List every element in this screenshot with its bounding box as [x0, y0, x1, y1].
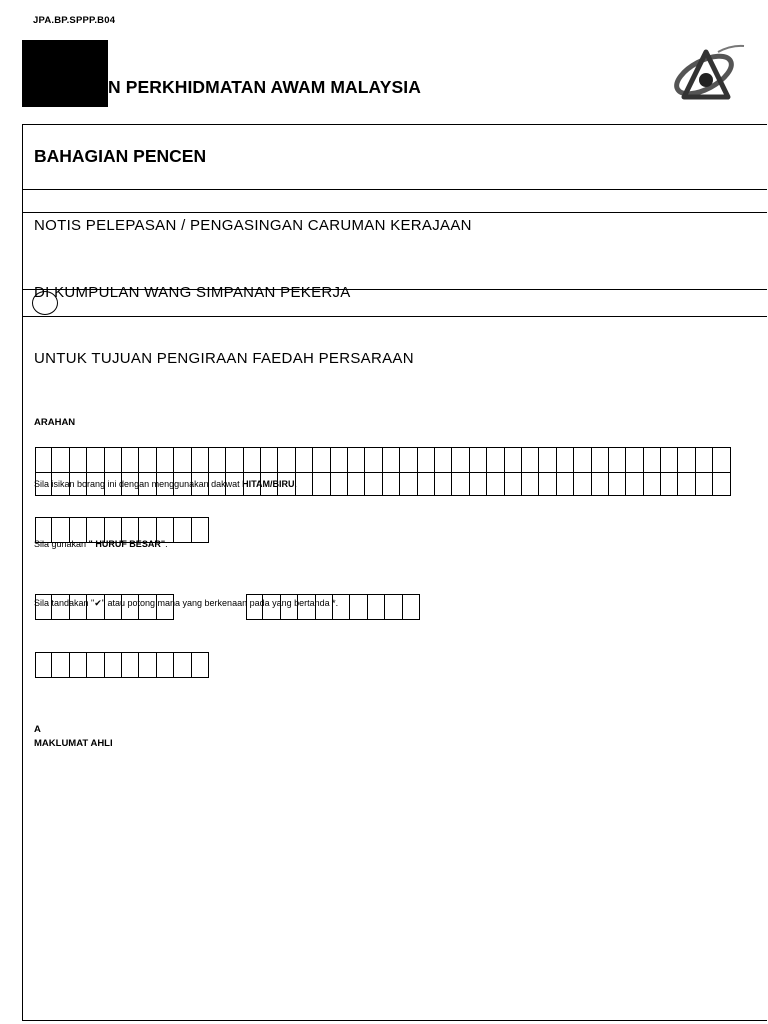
grid-cell[interactable] [192, 518, 209, 542]
form-code: JPA.BP.SPPP.B04 [33, 15, 116, 26]
grid-cell[interactable] [696, 471, 713, 495]
grid-cell[interactable] [470, 448, 487, 472]
part-letter: A [34, 724, 41, 735]
grid-cell[interactable] [35, 653, 52, 677]
grid-cell[interactable] [400, 471, 417, 495]
form-title-line3: UNTUK TUJUAN PENGIRAAN FAEDAH PERSARAAN [34, 350, 414, 367]
grid-cell[interactable] [157, 653, 174, 677]
grid-cell[interactable] [350, 595, 367, 619]
grid-cell[interactable] [470, 471, 487, 495]
grid-cell[interactable] [487, 471, 504, 495]
grid-cell[interactable] [313, 448, 330, 472]
grid-cell[interactable] [609, 448, 626, 472]
jpa-logo-icon [666, 42, 746, 104]
grid-cell[interactable] [435, 448, 452, 472]
grid-cell[interactable] [678, 471, 695, 495]
grid-cell[interactable] [139, 653, 156, 677]
grid-cell[interactable] [557, 471, 574, 495]
grid-cell[interactable] [557, 448, 574, 472]
grid-cell[interactable] [87, 448, 104, 472]
grid-cell[interactable] [592, 448, 609, 472]
divider [22, 316, 767, 317]
form-title-line2: DI KUMPULAN WANG SIMPANAN PEKERJA [34, 284, 351, 301]
grid-cell[interactable] [52, 448, 69, 472]
grid-cell[interactable] [331, 471, 348, 495]
section-title: BAHAGIAN PENCEN [34, 146, 207, 166]
grid-cell[interactable] [261, 448, 278, 472]
grid-cell[interactable] [678, 448, 695, 472]
grid-cell[interactable] [522, 448, 539, 472]
grid-cell[interactable] [418, 448, 435, 472]
grid-cell[interactable] [574, 448, 591, 472]
form-frame [22, 124, 767, 1021]
grid-cell[interactable] [609, 471, 626, 495]
department-name: N PERKHIDMATAN AWAM MALAYSIA [108, 77, 421, 97]
divider [22, 212, 767, 213]
grid-cell[interactable] [296, 448, 313, 472]
grid-cell[interactable] [713, 471, 730, 495]
grid-cell[interactable] [192, 448, 209, 472]
instruction-3: Sila tandakan "✔" atau potong mana yang berkenaan pada yang bertanda *. [34, 598, 339, 608]
grid-cell[interactable] [644, 471, 661, 495]
grid-cell[interactable] [70, 448, 87, 472]
grid-cell[interactable] [368, 595, 385, 619]
divider [22, 189, 767, 190]
grid-cell[interactable] [383, 448, 400, 472]
grid-cell[interactable] [574, 471, 591, 495]
grid-cell[interactable] [539, 448, 556, 472]
grid-cell[interactable] [35, 448, 52, 472]
grid-cell[interactable] [52, 653, 69, 677]
grid-cell[interactable] [452, 448, 469, 472]
grid-cell[interactable] [174, 653, 191, 677]
grid-cell[interactable] [244, 448, 261, 472]
grid-cell[interactable] [505, 448, 522, 472]
grid-cell[interactable] [313, 471, 330, 495]
grid-cell[interactable] [105, 653, 122, 677]
grid-cell[interactable] [122, 448, 139, 472]
grid-cell[interactable] [278, 448, 295, 472]
grid-cell[interactable] [644, 448, 661, 472]
grid-cell[interactable] [487, 448, 504, 472]
grid-cell[interactable] [403, 595, 420, 619]
form-title-line1: NOTIS PELEPASAN / PENGASINGAN CARUMAN KERAJAAN [34, 217, 472, 234]
grid-cell[interactable] [661, 471, 678, 495]
grid-cell[interactable] [713, 448, 730, 472]
grid-cell[interactable] [70, 653, 87, 677]
grid-cell[interactable] [505, 471, 522, 495]
grid-cell[interactable] [661, 448, 678, 472]
grid-cell[interactable] [157, 448, 174, 472]
grid-cell[interactable] [365, 471, 382, 495]
grid-cell[interactable] [539, 471, 556, 495]
instructions-heading: ARAHAN [34, 417, 76, 428]
grid-cell[interactable] [296, 471, 313, 495]
character-grid[interactable] [35, 652, 209, 678]
part-title: MAKLUMAT AHLI [34, 738, 113, 749]
grid-cell[interactable] [105, 448, 122, 472]
grid-cell[interactable] [385, 595, 402, 619]
grid-cell[interactable] [452, 471, 469, 495]
grid-cell[interactable] [400, 448, 417, 472]
instruction-2: Sila gunakan " HURUF BESAR". [34, 539, 168, 549]
grid-cell[interactable] [174, 518, 191, 542]
grid-cell[interactable] [435, 471, 452, 495]
grid-cell[interactable] [348, 471, 365, 495]
grid-cell[interactable] [696, 448, 713, 472]
redaction-block [22, 40, 108, 107]
grid-cell[interactable] [348, 448, 365, 472]
grid-cell[interactable] [331, 448, 348, 472]
grid-cell[interactable] [139, 448, 156, 472]
circle-mark [32, 291, 58, 315]
grid-cell[interactable] [226, 448, 243, 472]
instruction-1: Sila isikan borang ini dengan menggunakan dakwat HITAM/BIRU. [34, 479, 297, 489]
grid-cell[interactable] [592, 471, 609, 495]
grid-cell[interactable] [174, 448, 191, 472]
grid-cell[interactable] [87, 653, 104, 677]
grid-cell[interactable] [383, 471, 400, 495]
grid-cell[interactable] [209, 448, 226, 472]
grid-cell[interactable] [365, 448, 382, 472]
character-grid[interactable] [35, 447, 731, 473]
grid-cell[interactable] [626, 448, 643, 472]
grid-cell[interactable] [522, 471, 539, 495]
grid-cell[interactable] [626, 471, 643, 495]
grid-cell[interactable] [122, 653, 139, 677]
grid-cell[interactable] [192, 653, 209, 677]
grid-cell[interactable] [418, 471, 435, 495]
